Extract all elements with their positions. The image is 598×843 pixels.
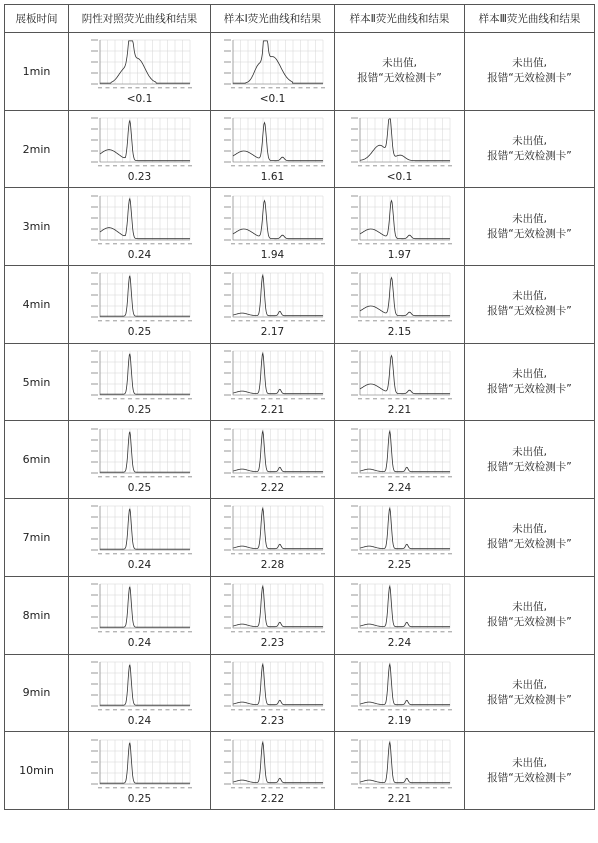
result-value: 2.17 (260, 326, 285, 339)
header-sample-1: 样本Ⅰ荧光曲线和结果 (211, 5, 335, 33)
result-value: 2.24 (387, 637, 412, 650)
fluorescence-curve-chart (221, 193, 325, 249)
result-cell-neg (69, 33, 211, 111)
table-row (5, 266, 595, 344)
header-negative-control: 阴性对照荧光曲线和结果 (69, 5, 211, 33)
chart-grid (100, 429, 190, 473)
fluorescence-curve-chart (221, 37, 325, 93)
chart-grid (233, 584, 323, 628)
result-cell-s3 (465, 266, 595, 344)
header-time: 展板时间 (5, 5, 69, 33)
invalid-result-line1: 未出值, (512, 445, 547, 458)
fluorescence-curve-chart (348, 348, 452, 404)
chart-tick-marks (91, 661, 192, 710)
result-cell-neg (69, 576, 211, 654)
table-row (5, 110, 595, 188)
chart-tick-marks (351, 739, 452, 788)
result-cell-s3 (465, 732, 595, 810)
result-cell-neg (69, 110, 211, 188)
chart-grid (360, 429, 450, 473)
result-cell-s3 (465, 343, 595, 421)
fluorescence-curve-chart (221, 737, 325, 793)
table-row (5, 343, 595, 421)
invalid-result-line1: 未出值, (512, 212, 547, 225)
result-value: 1.97 (387, 248, 412, 261)
fluorescence-curve-chart (221, 426, 325, 482)
fluorescence-curve-chart (221, 503, 325, 559)
chart-tick-marks (224, 273, 325, 322)
result-value: 2.25 (387, 559, 412, 572)
chart-grid (360, 506, 450, 550)
fluorescence-curve-chart (348, 193, 452, 249)
table-row (5, 576, 595, 654)
fluorescence-curve-chart (88, 659, 192, 715)
chart-grid (233, 196, 323, 240)
chart-tick-marks (91, 195, 192, 244)
chart-grid (233, 351, 323, 395)
result-value: 0.23 (127, 171, 152, 184)
result-value: <0.1 (386, 171, 413, 184)
chart-tick-marks (351, 428, 452, 477)
fluorescence-curve-chart (88, 581, 192, 637)
chart-grid (360, 740, 450, 784)
fluorescence-curve-chart (88, 193, 192, 249)
chart-grid (360, 584, 450, 628)
result-cell-s1 (211, 654, 335, 732)
chart-tick-marks (224, 428, 325, 477)
chart-grid (360, 662, 450, 706)
chart-grid (100, 662, 190, 706)
chart-tick-marks (224, 117, 325, 166)
fluorescence-curve-chart (88, 737, 192, 793)
result-value: 0.25 (127, 481, 152, 494)
result-cell-s1 (211, 499, 335, 577)
result-value: 2.19 (387, 714, 412, 727)
display-time: 7min (5, 499, 69, 577)
chart-tick-marks (91, 350, 192, 399)
chart-grid (360, 273, 450, 317)
chart-grid (233, 740, 323, 784)
result-cell-s1 (211, 188, 335, 266)
table-row (5, 33, 595, 111)
result-cell-s1 (211, 421, 335, 499)
chart-tick-marks (91, 583, 192, 632)
chart-grid (233, 429, 323, 473)
invalid-result-line1: 未出值, (512, 135, 547, 148)
result-value: 2.22 (260, 792, 285, 805)
result-cell-s1 (211, 732, 335, 810)
result-value: 2.23 (260, 714, 285, 727)
result-cell-s3 (465, 654, 595, 732)
chart-tick-marks (224, 739, 325, 788)
chart-tick-marks (224, 195, 325, 244)
result-cell-s3 (465, 421, 595, 499)
fluorescence-curve-chart (221, 581, 325, 637)
result-cell-s2 (335, 654, 465, 732)
result-value: 2.24 (387, 481, 412, 494)
invalid-result-line2: 报错“无效检测卡” (487, 460, 572, 473)
fluorescence-curve-chart (221, 115, 325, 171)
chart-tick-marks (351, 273, 452, 322)
chart-tick-marks (91, 739, 192, 788)
chart-tick-marks (91, 506, 192, 555)
header-sample-3: 样本Ⅲ荧光曲线和结果 (465, 5, 595, 33)
chart-tick-marks (91, 40, 192, 89)
result-cell-s2 (335, 421, 465, 499)
table-row (5, 499, 595, 577)
result-cell-s3 (465, 576, 595, 654)
invalid-result-line1: 未出值, (512, 678, 547, 691)
chart-grid (100, 351, 190, 395)
invalid-result-line2: 报错“无效检测卡” (487, 305, 572, 318)
result-cell-s2 (335, 110, 465, 188)
chart-tick-marks (351, 583, 452, 632)
result-value: 0.24 (127, 248, 152, 261)
chart-tick-marks (351, 350, 452, 399)
invalid-result-line1: 未出值, (512, 368, 547, 381)
fluorescence-curve-chart (88, 37, 192, 93)
table-row (5, 421, 595, 499)
display-time: 1min (5, 33, 69, 111)
invalid-result-line2: 报错“无效检测卡” (487, 72, 572, 85)
chart-grid (100, 40, 190, 84)
fluorescence-curve-chart (348, 270, 452, 326)
invalid-result-line1: 未出值, (512, 601, 547, 614)
result-cell-s3 (465, 499, 595, 577)
chart-grid (233, 118, 323, 162)
result-cell-s2 (335, 33, 465, 111)
display-time: 3min (5, 188, 69, 266)
result-value: <0.1 (126, 93, 153, 106)
result-value: 1.61 (260, 171, 285, 184)
display-time: 10min (5, 732, 69, 810)
chart-grid (233, 662, 323, 706)
invalid-result-line2: 报错“无效检测卡” (357, 72, 442, 85)
result-cell-s2 (335, 732, 465, 810)
chart-tick-marks (351, 117, 452, 166)
chart-tick-marks (91, 117, 192, 166)
result-value: 2.21 (387, 792, 412, 805)
result-value: 0.24 (127, 637, 152, 650)
result-cell-neg (69, 266, 211, 344)
fluorescence-curve-chart (88, 503, 192, 559)
fluorescence-curve-chart (348, 503, 452, 559)
result-value: 2.15 (387, 326, 412, 339)
result-value: 0.25 (127, 792, 152, 805)
result-value: 1.94 (260, 248, 285, 261)
chart-grid (360, 351, 450, 395)
fluorescence-curve-chart (348, 581, 452, 637)
display-time: 9min (5, 654, 69, 732)
fluorescence-curve-chart (348, 659, 452, 715)
invalid-result-line1: 未出值, (512, 57, 547, 70)
results-table (4, 4, 595, 810)
chart-tick-marks (91, 428, 192, 477)
result-cell-neg (69, 421, 211, 499)
invalid-result-line2: 报错“无效检测卡” (487, 227, 572, 240)
fluorescence-curve-chart (221, 270, 325, 326)
result-cell-neg (69, 654, 211, 732)
result-cell-s2 (335, 499, 465, 577)
chart-grid (100, 740, 190, 784)
chart-grid (233, 273, 323, 317)
result-cell-neg (69, 188, 211, 266)
invalid-result-line2: 报错“无效检测卡” (487, 150, 572, 163)
result-cell-s2 (335, 576, 465, 654)
result-cell-s2 (335, 343, 465, 421)
display-time: 4min (5, 266, 69, 344)
fluorescence-curve-chart (221, 348, 325, 404)
result-value: 0.25 (127, 326, 152, 339)
result-value: 0.24 (127, 714, 152, 727)
chart-tick-marks (91, 273, 192, 322)
chart-grid (100, 196, 190, 240)
chart-tick-marks (224, 506, 325, 555)
chart-grid (100, 273, 190, 317)
result-value: 2.21 (387, 404, 412, 417)
table-row (5, 654, 595, 732)
chart-grid (360, 196, 450, 240)
result-cell-neg (69, 732, 211, 810)
display-time: 8min (5, 576, 69, 654)
result-value: 2.23 (260, 637, 285, 650)
fluorescence-curve-chart (88, 348, 192, 404)
result-cell-s2 (335, 266, 465, 344)
result-cell-s2 (335, 188, 465, 266)
result-value: 2.21 (260, 404, 285, 417)
result-cell-s3 (465, 33, 595, 111)
chart-tick-marks (351, 661, 452, 710)
chart-tick-marks (224, 40, 325, 89)
chart-grid (100, 118, 190, 162)
result-value: 2.28 (260, 559, 285, 572)
fluorescence-curve-chart (88, 426, 192, 482)
invalid-result-line2: 报错“无效检测卡” (487, 693, 572, 706)
display-time: 2min (5, 110, 69, 188)
result-cell-s1 (211, 110, 335, 188)
fluorescence-curve-chart (348, 426, 452, 482)
result-value: 0.25 (127, 404, 152, 417)
chart-tick-marks (224, 661, 325, 710)
chart-grid (360, 118, 450, 162)
display-time: 5min (5, 343, 69, 421)
result-cell-neg (69, 499, 211, 577)
result-cell-s3 (465, 188, 595, 266)
fluorescence-curve-chart (221, 659, 325, 715)
invalid-result-line1: 未出值, (512, 290, 547, 303)
result-cell-s1 (211, 343, 335, 421)
invalid-result-line2: 报错“无效检测卡” (487, 538, 572, 551)
result-value: <0.1 (259, 93, 286, 106)
fluorescence-curve-chart (348, 115, 452, 171)
result-value: 0.24 (127, 559, 152, 572)
invalid-result-line1: 未出值, (382, 57, 417, 70)
display-time: 6min (5, 421, 69, 499)
invalid-result-line2: 报错“无效检测卡” (487, 616, 572, 629)
fluorescence-curve-chart (348, 737, 452, 793)
chart-grid (233, 506, 323, 550)
chart-tick-marks (224, 583, 325, 632)
results-body (5, 33, 595, 810)
result-value: 2.22 (260, 481, 285, 494)
result-cell-s1 (211, 266, 335, 344)
result-cell-s1 (211, 576, 335, 654)
chart-grid (100, 584, 190, 628)
result-cell-s1 (211, 33, 335, 111)
fluorescence-curve-chart (88, 270, 192, 326)
result-cell-neg (69, 343, 211, 421)
chart-tick-marks (351, 506, 452, 555)
fluorescence-curve-chart (88, 115, 192, 171)
header-sample-2: 样本Ⅱ荧光曲线和结果 (335, 5, 465, 33)
chart-grid (100, 506, 190, 550)
header-row (5, 5, 595, 33)
chart-tick-marks (351, 195, 452, 244)
invalid-result-line2: 报错“无效检测卡” (487, 771, 572, 784)
table-row (5, 188, 595, 266)
table-row (5, 732, 595, 810)
result-cell-s3 (465, 110, 595, 188)
invalid-result-line2: 报错“无效检测卡” (487, 383, 572, 396)
invalid-result-line1: 未出值, (512, 523, 547, 536)
chart-tick-marks (224, 350, 325, 399)
invalid-result-line1: 未出值, (512, 756, 547, 769)
